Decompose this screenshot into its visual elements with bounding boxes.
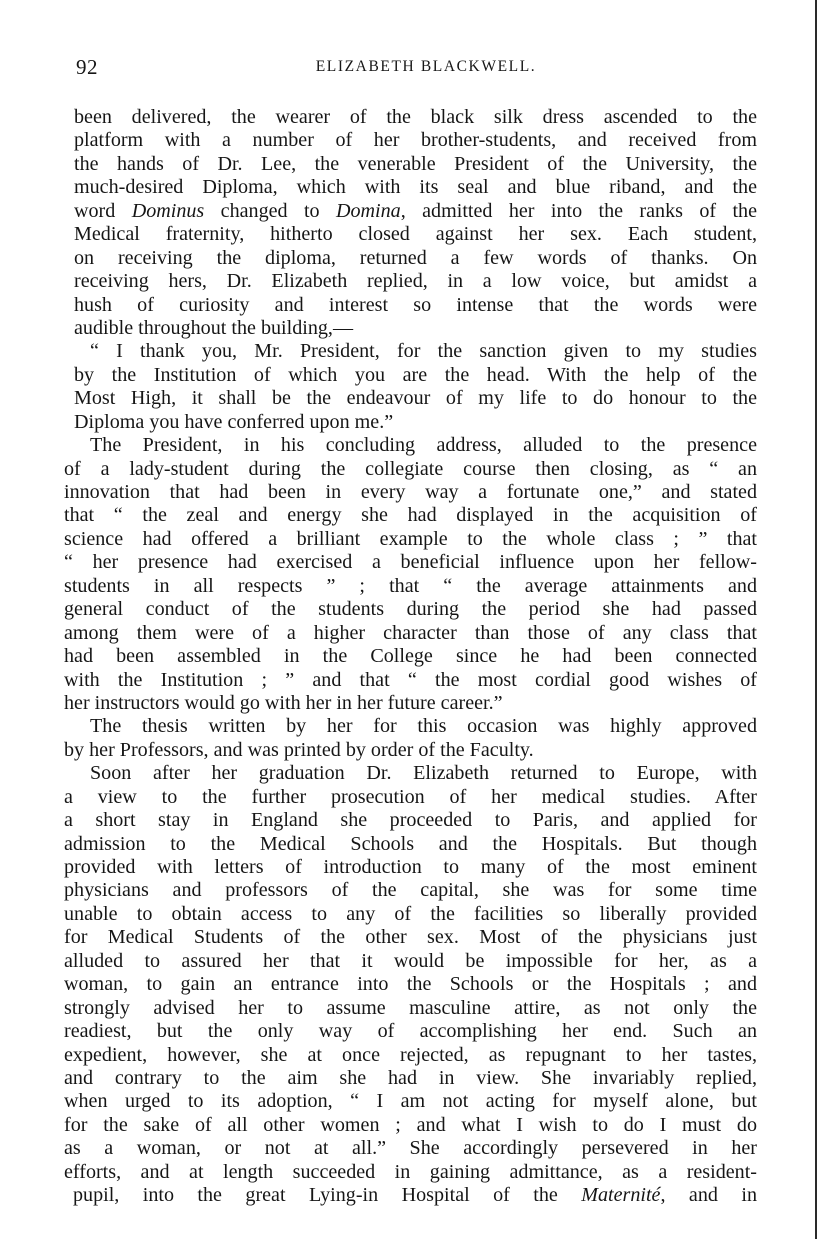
page-header [76, 55, 756, 81]
text-line: Soon after her graduation Dr. Elizabeth returned to Europe, with [90, 762, 757, 785]
text-line: when urged to its adoption, “ I am not acting for myself alone, but [64, 1090, 757, 1113]
text-line: innovation that had been in every way a fortunate one,” and stated [64, 481, 757, 503]
text-line: general conduct of the students during the period she had passed [64, 598, 757, 621]
text-line: that “ the zeal and energy she had displayed in the acquisition of [64, 504, 757, 527]
text-line: audible throughout the building,— [74, 316, 354, 339]
text-line: had been assembled in the College since he had been connected [64, 645, 757, 668]
text-line: pupil, into the great Lying-in Hospital of the Maternité, and in [73, 1184, 757, 1207]
text-line: strongly advised her to assume masculine attire, as not only the [64, 996, 757, 1019]
text-line: been delivered, the wearer of the black silk dress ascended to the [74, 106, 757, 128]
text-line: Most High, it shall be the endeavour of my life to do honour to the [74, 387, 757, 410]
text-line: receiving hers, Dr. Elizabeth replied, in a low voice, but amidst a [74, 270, 757, 293]
text-line: woman, to gain an entrance into the Schools or the Hospitals ; and [64, 973, 757, 996]
text-line: her instructors would go with her in her future career.” [64, 691, 503, 714]
text-line: a short stay in England she proceeded to Paris, and applied for [64, 809, 757, 832]
text-line: platform with a number of her brother-students, and received from [74, 129, 757, 152]
text-line: science had offered a brilliant example to the whole class ; ” that [64, 527, 757, 550]
text-line: efforts, and at length succeeded in gaining admittance, as a resident- [64, 1160, 757, 1183]
text-line: “ her presence had exercised a beneficial influence upon her fellow- [64, 551, 757, 574]
text-line: with the Institution ; ” and that “ the most cordial good wishes of [64, 668, 757, 691]
text-line: of a lady-student during the collegiate course then closing, as “ an [64, 457, 757, 480]
page-number: 92 [76, 55, 98, 79]
text-line: and contrary to the aim she had in view. She invariably replied, [64, 1066, 757, 1089]
text-line: as a woman, or not at all.” She accordingly persevered in her [64, 1137, 757, 1160]
text-line: on receiving the diploma, returned a few words of thanks. On [74, 246, 757, 269]
text-line: by the Institution of which you are the head. With the help of the [74, 363, 757, 386]
text-line: alluded to assured her that it would be impossible for her, as a [64, 949, 757, 972]
text-line: by her Professors, and was printed by order of the Faculty. [64, 738, 534, 761]
text-line: “ I thank you, Mr. President, for the sanction given to my studies [90, 340, 757, 363]
text-line: expedient, however, she at once rejected, as repugnant to her tastes, [64, 1043, 757, 1066]
page-edge-rule [815, 0, 817, 1239]
text-line: much-desired Diploma, which with its seal and blue riband, and the [74, 176, 757, 199]
text-line: for Medical Students of the other sex. Most of the physicians just [64, 926, 757, 949]
text-line: the hands of Dr. Lee, the venerable President of the University, the [74, 152, 757, 175]
running-title: ELIZABETH BLACKWELL. [315, 58, 537, 75]
text-line: readiest, but the only way of accomplishing her end. Such an [64, 1020, 757, 1043]
text-line: Medical fraternity, hitherto closed against her sex. Each student, [74, 223, 757, 246]
text-line: for the sake of all other women ; and what I wish to do I must do [64, 1113, 757, 1136]
text-line: unable to obtain access to any of the facilities so liberally provided [64, 902, 757, 925]
text-line: word Dominus changed to Domina, admitted her into the ranks of the [74, 199, 757, 222]
text-line: a view to the further prosecution of her medical studies. After [64, 785, 757, 808]
text-line: students in all respects ” ; that “ the average attainments and [64, 574, 757, 597]
text-line: The thesis written by her for this occasion was highly approved [90, 715, 757, 738]
text-line: physicians and professors of the capital, she was for some time [64, 879, 757, 902]
text-line: among them were of a higher character than those of any class that [64, 621, 757, 644]
text-line: Diploma you have conferred upon me.” [74, 410, 394, 433]
text-line: The President, in his concluding address, alluded to the presence [90, 434, 757, 457]
text-line: admission to the Medical Schools and the Hospitals. But though [64, 832, 757, 855]
body-text [64, 106, 757, 1208]
text-line: hush of curiosity and interest so intense that the words were [74, 293, 757, 316]
text-line: provided with letters of introduction to many of the most eminent [64, 856, 757, 878]
